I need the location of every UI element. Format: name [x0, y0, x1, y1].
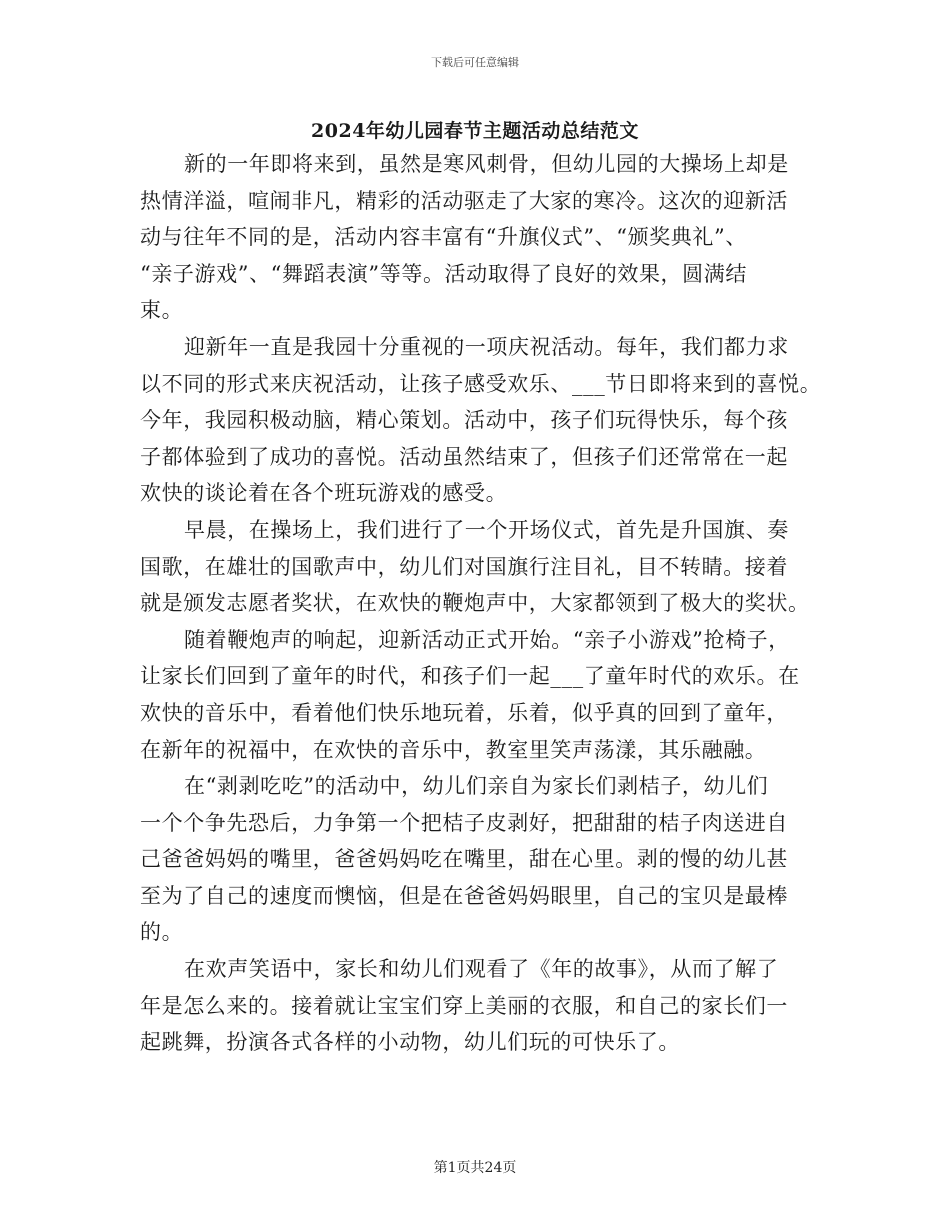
paragraph-line: 热情洋溢，喧闹非凡，精彩的活动驱走了大家的寒冷。这次的迎新活 — [140, 188, 788, 213]
paragraph-line: 让家长们回到了童年的时代，和孩子们一起___了童年时代的欢乐。在 — [140, 664, 800, 689]
paragraph-line: 欢快的谈论着在各个班玩游戏的感受。 — [140, 481, 508, 506]
paragraph-line: “亲子游戏”、“舞蹈表演”等等。活动取得了良好的效果，圆满结 — [140, 261, 747, 286]
paragraph-line: 动与往年不同的是，活动内容丰富有“升旗仪式”、“颁奖典礼”、 — [140, 225, 747, 250]
paragraph-line: 以不同的形式来庆祝活动，让孩子感受欢乐、___节日即将来到的喜悦。 — [140, 371, 822, 396]
page-number: 第1页共24页 — [433, 1160, 517, 1176]
paragraph-line: 在“剥剥吃吃”的活动中，幼儿们亲自为家长们剥桔子，幼儿们 — [184, 774, 769, 799]
paragraph-line: 的。 — [140, 920, 184, 945]
paragraph-2 — [140, 329, 830, 512]
paragraph-line: 己爸爸妈妈的嘴里，爸爸妈妈吃在嘴里，甜在心里。剥的慢的幼儿甚 — [140, 847, 788, 872]
paragraph-1 — [140, 146, 830, 329]
header-note: 下载后可任意编辑 — [431, 56, 519, 69]
paragraph-3 — [140, 512, 830, 622]
paragraph-line: 早晨，在操场上，我们进行了一个开场仪式，首先是升国旗、奏 — [184, 517, 789, 542]
paragraph-line: 欢快的音乐中，看着他们快乐地玩着，乐着，似乎真的回到了童年， — [140, 700, 788, 725]
paragraph-line: 子都体验到了成功的喜悦。活动虽然结束了，但孩子们还常常在一起 — [140, 444, 788, 469]
paragraph-line: 束。 — [140, 298, 184, 323]
paragraph-line: 新的一年即将来到，虽然是寒风刺骨，但幼儿园的大操场上却是 — [184, 152, 789, 176]
paragraph-line: 起跳舞，扮演各式各样的小动物，幼儿们玩的可快乐了。 — [140, 1030, 680, 1055]
paragraph-line: 年是怎么来的。接着就让宝宝们穿上美丽的衣服，和自己的家长们一 — [140, 993, 788, 1018]
document-title: 2024年幼儿园春节主题活动总结范文 — [311, 120, 639, 142]
paragraph-line: 在新年的祝福中，在欢快的音乐中，教室里笑声荡漾，其乐融融。 — [140, 737, 767, 762]
paragraph-5 — [140, 768, 830, 951]
paragraph-line: 随着鞭炮声的响起，迎新活动正式开始。“亲子小游戏”抢椅子， — [184, 627, 790, 652]
paragraph-line: 今年，我园积极动脑，精心策划。活动中，孩子们玩得快乐，每个孩 — [140, 408, 788, 433]
paragraph-line: 就是颁发志愿者奖状，在欢快的鞭炮声中，大家都领到了极大的奖状。 — [140, 591, 810, 616]
document-body — [140, 146, 830, 1061]
paragraph-line: 国歌，在雄壮的国歌声中，幼儿们对国旗行注目礼，目不转睛。接着 — [140, 554, 788, 579]
paragraph-4 — [140, 622, 830, 768]
paragraph-line: 至为了自己的速度而懊恼，但是在爸爸妈妈眼里，自己的宝贝是最棒 — [140, 883, 788, 908]
paragraph-line: 迎新年一直是我园十分重视的一项庆祝活动。每年，我们都力求 — [184, 334, 789, 359]
paragraph-line: 在欢声笑语中，家长和幼儿们观看了《年的故事》，从而了解了 — [184, 957, 779, 982]
paragraph-6 — [140, 951, 830, 1061]
paragraph-line: 一个个争先恐后，力争第一个把桔子皮剥好，把甜甜的桔子肉送进自 — [140, 810, 788, 835]
